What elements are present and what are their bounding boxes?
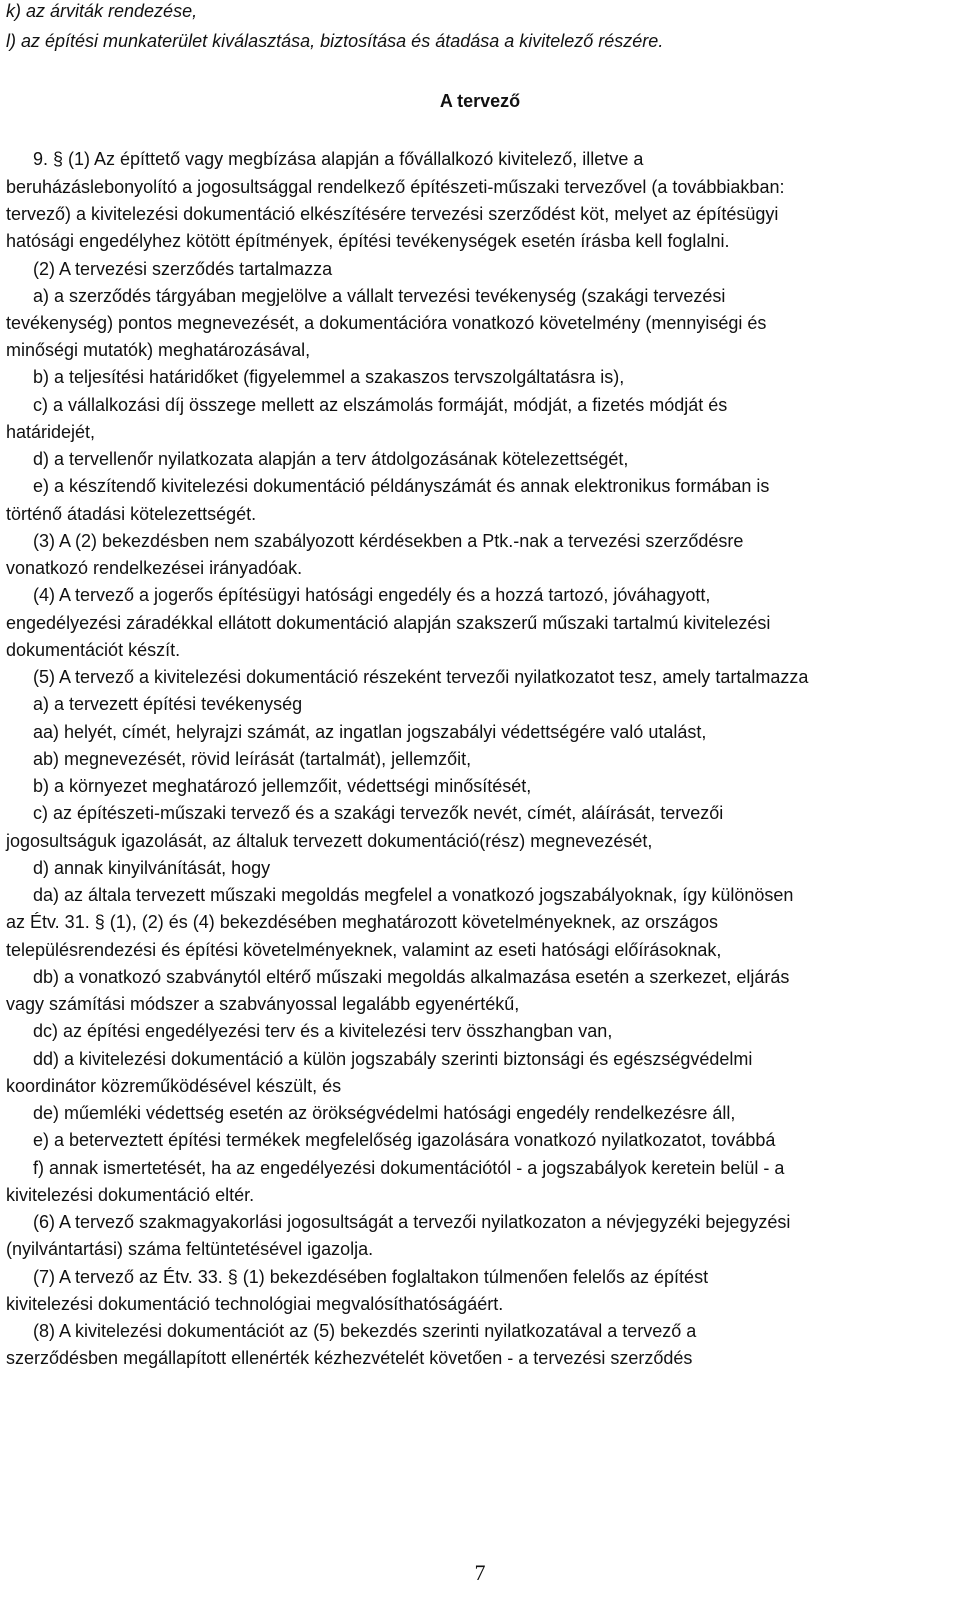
paragraph-line: településrendezési és építési követelményeknek, valamint az eseti hatósági előírásoknak,	[6, 940, 722, 960]
paragraph-line: koordinátor közreműködésével készült, és	[6, 1076, 342, 1096]
paragraph-line: kivitelezési dokumentáció eltér.	[6, 1185, 255, 1205]
paragraph-line: vagy számítási módszer a szabványossal legalább egyenértékű,	[6, 994, 520, 1014]
paragraph-line: vonatkozó rendelkezései irányadóak.	[6, 558, 303, 578]
paragraph-line: (8) A kivitelezési dokumentációt az (5) bekezdés szerinti nyilatkozatával a tervező a	[33, 1321, 697, 1341]
paragraph-line: 9. § (1) Az építtető vagy megbízása alapján a fővállalkozó kivitelező, illetve a	[33, 149, 644, 169]
paragraph-line: (2) A tervezési szerződés tartalmazza	[33, 259, 333, 279]
paragraph-line: b) a teljesítési határidőket (figyelemmel a szakaszos tervszolgáltatásra is),	[33, 367, 625, 387]
paragraph-line: történő átadási kötelezettségét.	[6, 504, 257, 524]
paragraph-line: b) a környezet meghatározó jellemzőit, védettségi minősítését,	[33, 776, 532, 796]
paragraph-line: e) a beterveztett építési termékek megfelelőség igazolására vonatkozó nyilatkozatot, továbbá	[33, 1130, 776, 1150]
paragraph-line: (4) A tervező a jogerős építésügyi hatósági engedély és a hozzá tartozó, jóváhagyott,	[33, 585, 711, 605]
paragraph-line: de) műemléki védettség esetén az örökségvédelmi hatósági engedély rendelkezésre áll,	[33, 1103, 736, 1123]
paragraph-line: (3) A (2) bekezdésben nem szabályozott kérdésekben a Ptk.-nak a tervezési szerződésre	[33, 531, 744, 551]
paragraph-line: aa) helyét, címét, helyrajzi számát, az ingatlan jogszabályi védettségére való utalást,	[33, 722, 707, 742]
paragraph-line: d) a tervellenőr nyilatkozata alapján a terv átdolgozásának kötelezettségét,	[33, 449, 629, 469]
paragraph-line: (5) A tervező a kivitelezési dokumentáció részeként tervezői nyilatkozatot tesz, amely tartalmazza	[33, 667, 809, 687]
paragraph-line: beruházáslebonyolító a jogosultsággal rendelkező építészeti-műszaki tervezővel (a továbbiakban:	[6, 177, 785, 197]
paragraph-line: (6) A tervező szakmagyakorlási jogosultságát a tervezői nyilatkozaton a névjegyzéki bejegyzési	[33, 1212, 791, 1232]
paragraph-line: jogosultságuk igazolását, az általuk tervezett dokumentáció(rész) megnevezését,	[6, 831, 653, 851]
paragraph-line: a) a tervezett építési tevékenység	[33, 694, 303, 714]
paragraph-line: f) annak ismertetését, ha az engedélyezési dokumentációtól - a jogszabályok keretein belül - a	[33, 1158, 785, 1178]
paragraph-line: dd) a kivitelezési dokumentáció a külön jogszabály szerinti biztonsági és egészségvédelmi	[33, 1049, 753, 1069]
paragraph-line: a) a szerződés tárgyában megjelölve a vállalt tervezési tevékenység (szakági tervezési	[33, 286, 726, 306]
paragraph-line: da) az általa tervezett műszaki megoldás megfelel a vonatkozó jogszabályoknak, így különösen	[33, 885, 794, 905]
paragraph-line: szerződésben megállapított ellenérték kézhezvételét követően - a tervezési szerződés	[6, 1348, 693, 1368]
paragraph-line: hatósági engedélyhez kötött építmények, építési tevékenységek esetén írásba kell foglalni.	[6, 231, 730, 251]
section-heading: A tervező	[439, 91, 521, 111]
paragraph-line: (7) A tervező az Étv. 33. § (1) bekezdésében foglaltakon túlmenően felelős az építést	[33, 1267, 709, 1287]
paragraph-line: c) az építészeti-műszaki tervező és a szakági tervezők nevét, címét, aláírását, tervezői	[33, 803, 724, 823]
list-item-k: k) az árviták rendezése,	[6, 1, 198, 21]
paragraph-line: c) a vállalkozási díj összege mellett az elszámolás formáját, módját, a fizetés módját és	[33, 395, 728, 415]
paragraph-line: kivitelezési dokumentáció technológiai megvalósíthatóságáért.	[6, 1294, 504, 1314]
paragraph-line: (nyilvántartási) száma feltüntetésével igazolja.	[6, 1239, 374, 1259]
paragraph-line: e) a készítendő kivitelezési dokumentáció példányszámát és annak elektronikus formában is	[33, 476, 770, 496]
page-number: 7	[474, 1560, 486, 1585]
paragraph-line: dokumentációt készít.	[6, 640, 181, 660]
list-item-l: l) az építési munkaterület kiválasztása, biztosítása és átadása a kivitelező részére.	[6, 31, 664, 51]
paragraph-line: dc) az építési engedélyezési terv és a kivitelezési terv összhangban van,	[33, 1021, 613, 1041]
paragraph-line: engedélyezési záradékkal ellátott dokumentáció alapján szakszerű műszaki tartalmú kivitelezési	[6, 613, 771, 633]
paragraph-line: tervező) a kivitelezési dokumentáció elkészítésére tervezési szerződést köt, melyet az építésügyi	[6, 204, 779, 224]
paragraph-line: d) annak kinyilvánítását, hogy	[33, 858, 271, 878]
paragraph-line: minőségi mutatók) meghatározásával,	[6, 340, 311, 360]
paragraph-line: ab) megnevezését, rövid leírását (tartalmát), jellemzőit,	[33, 749, 472, 769]
paragraph-line: db) a vonatkozó szabványtól eltérő műszaki megoldás alkalmazása esetén a szerkezet, eljárás	[33, 967, 790, 987]
paragraph-line: az Étv. 31. § (1), (2) és (4) bekezdésében meghatározott követelményeknek, az országos	[6, 912, 719, 932]
paragraph-line: határidejét,	[6, 422, 96, 442]
paragraph-line: tevékenység) pontos megnevezését, a dokumentációra vonatkozó követelmény (mennyiségi és	[6, 313, 767, 333]
